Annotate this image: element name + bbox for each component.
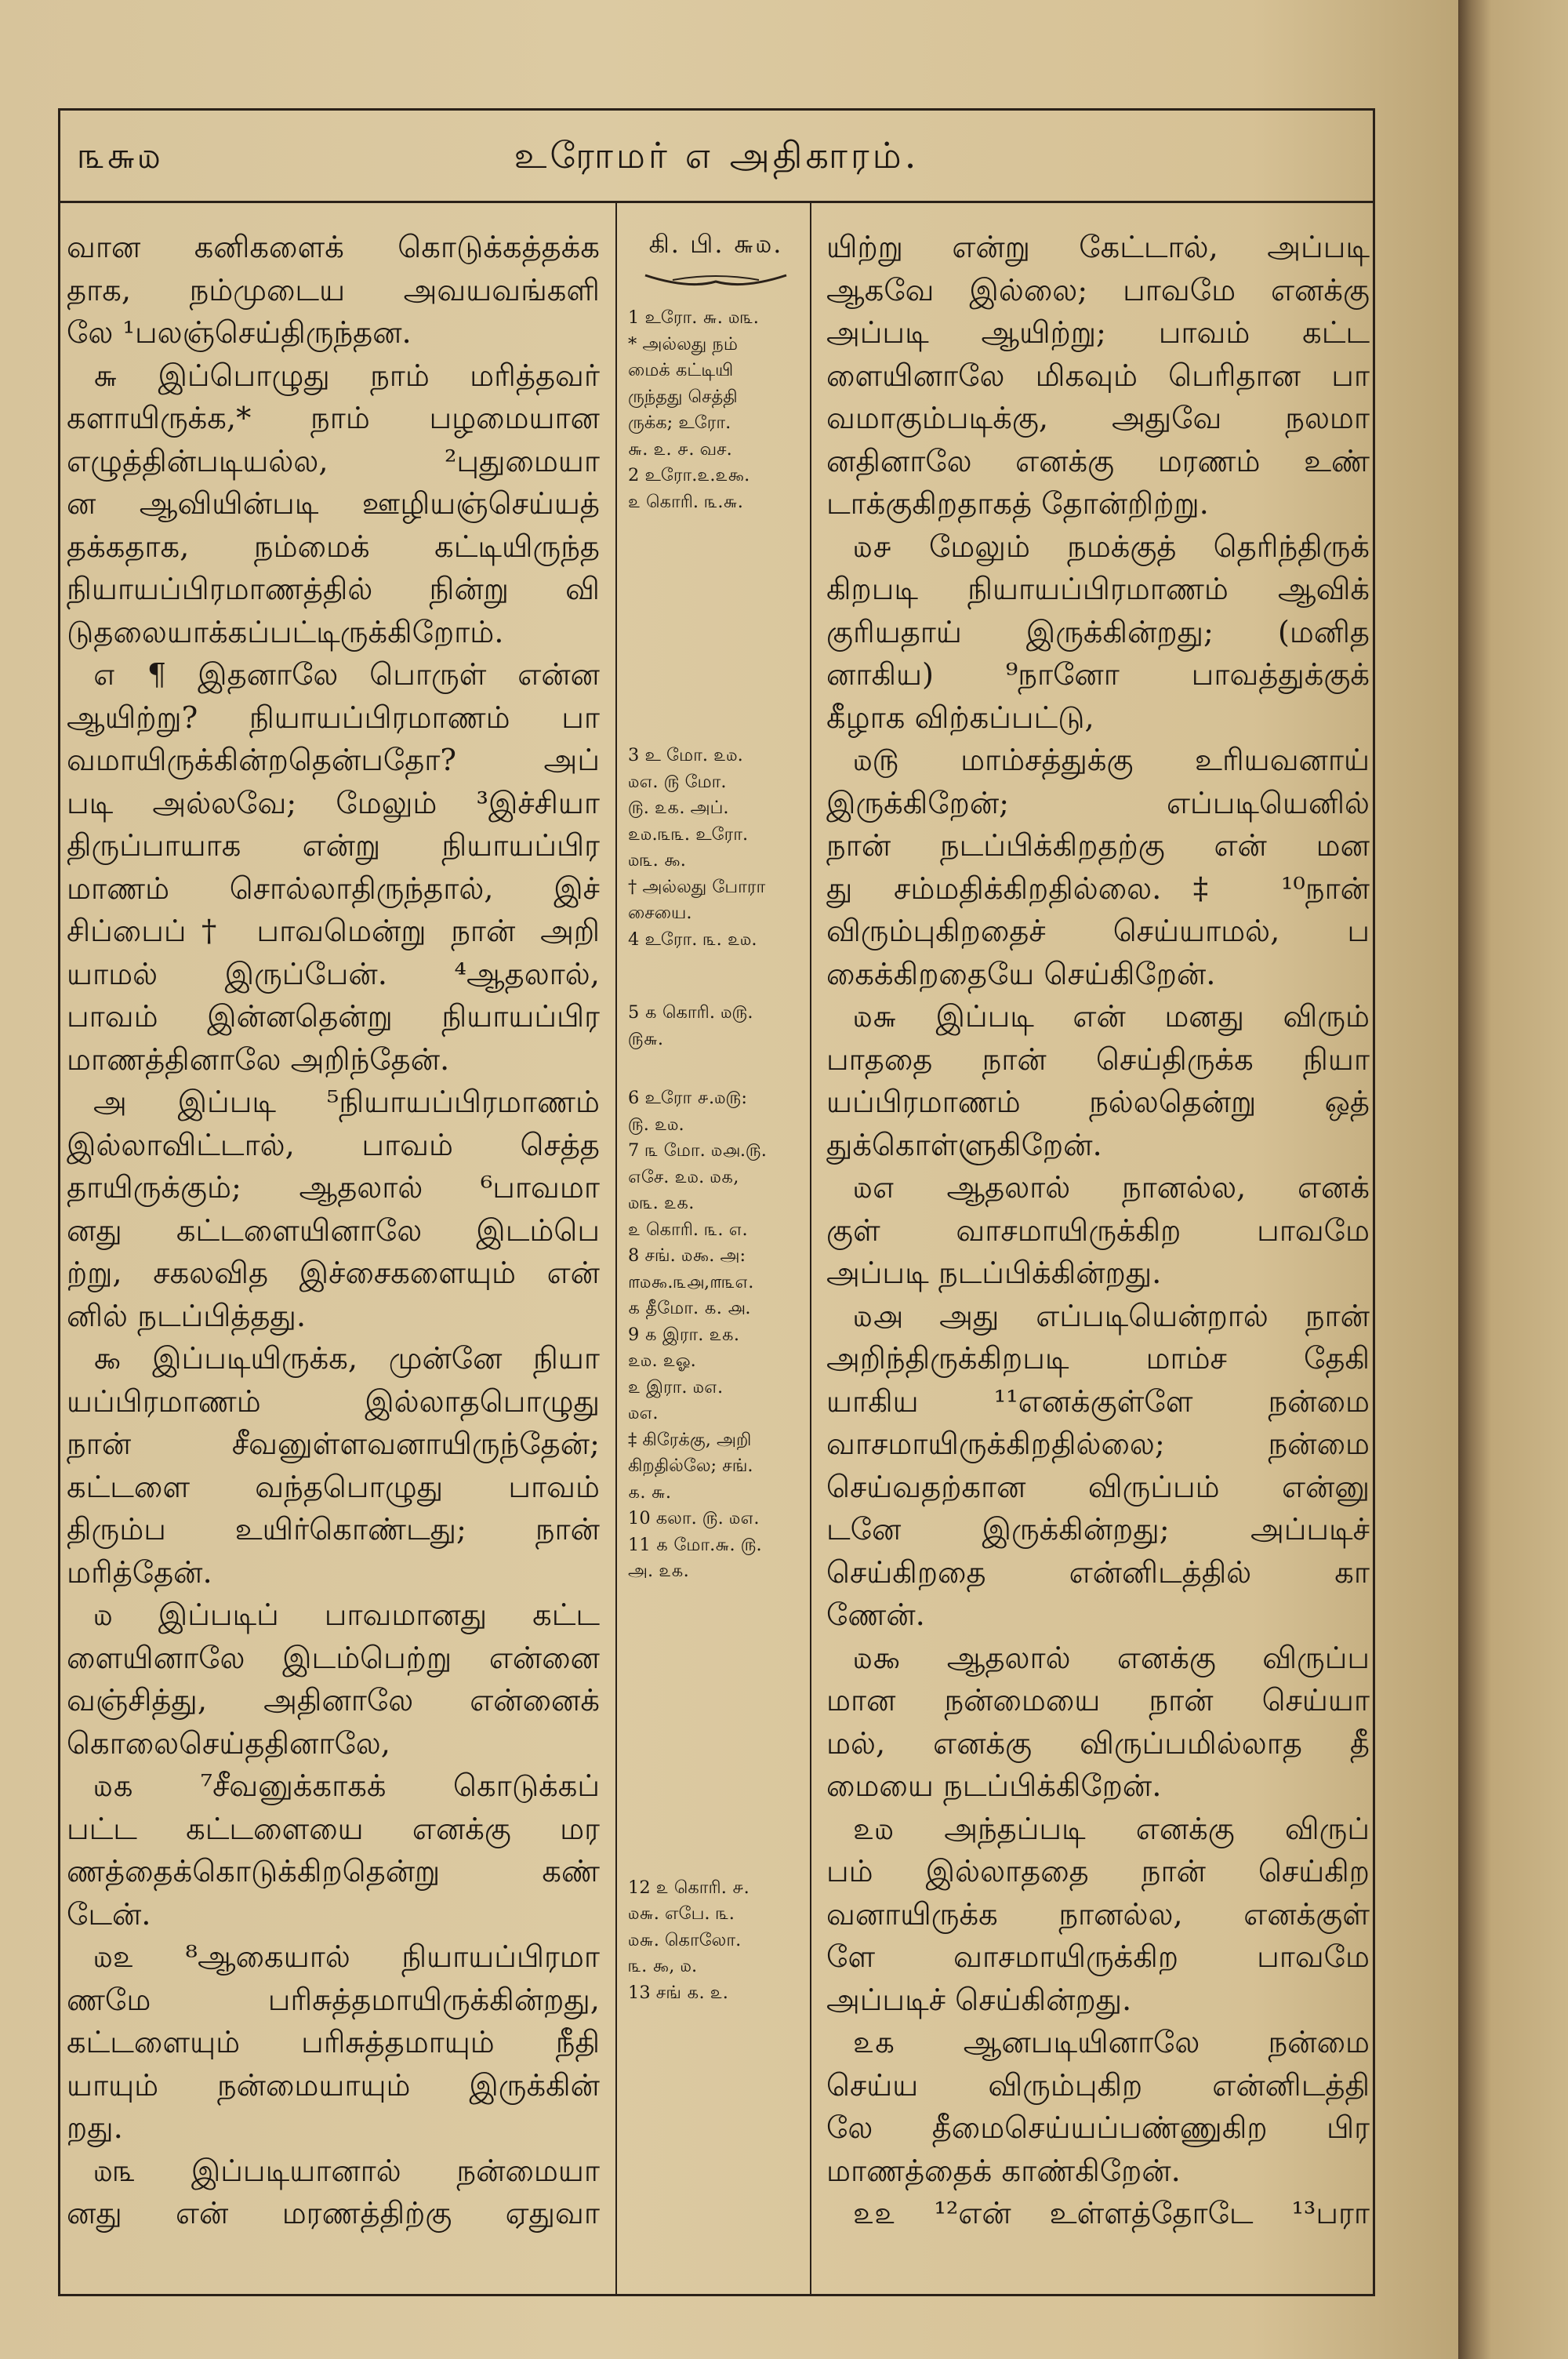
text-line: அப்படி ஆயிற்று; பாவம் கட்ட — [826, 315, 1370, 351]
column-rule-left — [615, 203, 617, 2294]
text-line: பாவம் இன்னதென்று நியாயப்பிர — [67, 999, 600, 1034]
text-line: ௭ ¶ இதனாலே பொருள் என்ன — [93, 657, 600, 692]
text-line: களாயிருக்க,* நாம் பழமையான — [67, 401, 600, 436]
text-line: சிப்பைப்† பாவமென்று நான் அறி — [67, 914, 600, 949]
text-line: அப்படி நடப்பிக்கின்றது. — [826, 1256, 1162, 1291]
cross-reference: 4 உரோ. ௩. ௨௰. — [628, 929, 757, 950]
text-line: டேன். — [67, 1896, 151, 1932]
text-line: நியாயப்பிரமாணத்தில் நின்று வி — [67, 572, 600, 607]
cross-reference: 7 ௩ மோ. ௰௮.௫. — [628, 1140, 767, 1161]
cross-reference: † அல்லது போரா — [628, 876, 766, 897]
cross-reference: 3 உ மோ. ௨௰. — [628, 745, 743, 765]
text-line: தக்கதாக, நம்மைக் கட்டியிருந்த — [67, 529, 600, 565]
text-line: ணேன். — [826, 1598, 925, 1633]
cross-reference: சையை. — [628, 903, 692, 923]
cross-reference: 1 உரோ. ௬. ௰௩. — [628, 307, 759, 328]
cross-reference: ௭சே. ௨௰. ௰௧, — [628, 1166, 739, 1187]
text-line: படி அல்லவே; மேலும் ³இச்சியா — [67, 785, 600, 821]
cross-reference: ௰௬. கொலோ. — [628, 1929, 742, 1950]
text-line: டுதலையாக்கப்பட்டிருக்கிறோம். — [67, 614, 504, 650]
text-line: கைக்கிறதையே செய்கிறேன். — [826, 956, 1216, 992]
text-line: ௰௬ இப்படி என் மனது விரும் — [853, 999, 1370, 1034]
cross-reference: ௨௰. ௨ஓ. — [628, 1350, 696, 1371]
cross-reference: ௨ இரா. ௰௭. — [628, 1376, 724, 1398]
cross-reference: ௫. ௨௰. — [628, 1114, 684, 1135]
text-line: னது கட்டளையினாலே இடம்பெ — [67, 1212, 600, 1249]
text-line: யாகிய ¹¹எனக்குள்ளே நன்மை — [826, 1383, 1370, 1419]
text-line: ௨௰ அந்தப்படி எனக்கு விருப் — [853, 1811, 1370, 1847]
text-line: மையை நடப்பிக்கிறேன். — [826, 1768, 1162, 1804]
page-frame — [58, 108, 1375, 2296]
cross-reference: ‡ கிரேக்கு, அறி — [628, 1429, 752, 1450]
text-line: ளையினாலே மிகவும் பெரிதான பா — [826, 358, 1370, 394]
cross-reference: 10 கலா. ௫. ௰௭. — [628, 1508, 760, 1528]
text-line: வமாயிருக்கின்றதென்பதோ? அப் — [67, 743, 600, 778]
cross-reference: ருந்தது செத்தி — [628, 386, 738, 407]
text-line: னதினாலே எனக்கு மரணம் உண் — [826, 443, 1370, 479]
running-header — [60, 111, 1373, 203]
text-line: இல்லாவிட்டால், பாவம் செத்த — [67, 1127, 600, 1163]
adjacent-page-text — [1482, 0, 1568, 2359]
right-text-column — [812, 227, 1377, 2236]
text-line: ௰௮ அது எப்படியென்றால் நான் — [853, 1298, 1370, 1334]
text-line: லே தீமைசெய்யப்பண்ணுகிற பிர — [826, 2110, 1370, 2146]
text-line: செய்கிறதை என்னிடத்தில் கா — [826, 1554, 1370, 1590]
cross-reference: அ. ௨௧. — [628, 1561, 689, 1581]
text-line: ௬ இப்பொழுது நாம் மரித்தவர் — [93, 358, 600, 394]
text-line: கிறபடி நியாயப்பிரமாணம் ஆவிக் — [826, 572, 1370, 607]
cross-reference: ௨ கொரி. ௩.௬. — [628, 491, 743, 512]
text-line: ௰௧ ⁷சீவனுக்காகக் கொடுக்கப் — [93, 1768, 600, 1804]
cross-reference: ௧. ௬. — [628, 1481, 672, 1503]
cross-reference: ௱௰௯.௩௮,௱௩௭. — [628, 1271, 754, 1292]
cross-reference: ௰௬. எபே. ௩. — [628, 1903, 735, 1924]
text-line: செய்ய விரும்புகிற என்னிடத்தி — [826, 2067, 1370, 2103]
text-line: வஞ்சித்து, அதினாலே என்னைக் — [67, 1683, 600, 1718]
cross-reference: * அல்லது நம் — [628, 333, 738, 354]
text-line: பாததை நான் செய்திருக்க நியா — [826, 1041, 1370, 1078]
text-line: திருப்பாயாக என்று நியாயப்பிர — [67, 828, 600, 863]
text-line: மாணம் சொல்லாதிருந்தால், இச் — [67, 871, 600, 907]
text-line: மல், எனக்கு விருப்பமில்லாத தீ — [826, 1725, 1370, 1761]
text-line: ணத்தைக்கொடுக்கிறதென்று கண் — [67, 1854, 600, 1889]
text-line: கட்டளையும் பரிசுத்தமாயும் நீதி — [67, 2025, 600, 2060]
text-line: ௰ இப்படிப் பாவமானது கட்ட — [93, 1598, 600, 1633]
text-line: நான் நடப்பிக்கிறதற்கு என் மன — [826, 828, 1370, 863]
text-line: வமாகும்படிக்கு, அதுவே நலமா — [826, 401, 1370, 436]
adjacent-page-edge — [1458, 0, 1568, 2359]
text-line: மான நன்மையை நான் செய்யா — [826, 1683, 1370, 1718]
text-line: அ இப்படி ⁵நியாயப்பிரமாணம் — [93, 1085, 600, 1120]
text-line: குள் வாசமாயிருக்கிற பாவமே — [826, 1212, 1370, 1249]
text-line: ளே வாசமாயிருக்கிற பாவமே — [826, 1939, 1370, 1975]
cross-reference: 8 சங். ௰௯. அ: — [628, 1245, 746, 1266]
text-line: து சம்மதிக்கிறதில்லை.‡ ¹⁰நான் — [826, 871, 1370, 907]
cross-reference: ௬. ௨. ௪. வச. — [628, 438, 732, 460]
cross-reference: ௰௭. ௫ மோ. — [628, 771, 727, 792]
text-line: ௰௨ ⁸ஆகையால் நியாயப்பிரமா — [93, 1939, 600, 1975]
column-rule-right — [810, 203, 811, 2294]
cross-reference: கிறதில்லே; சங். — [628, 1456, 753, 1476]
cross-reference: ருக்க; உரோ. — [628, 413, 731, 433]
text-line: னது என் மரணத்திற்கு ஏதுவா — [67, 2196, 600, 2231]
cross-reference: ௩. ௯, ௰. — [628, 1956, 698, 1976]
text-line: விரும்புகிறதைச் செய்யாமல், ப — [826, 914, 1370, 949]
text-line: இருக்கிறேன்; எப்படியெனில் — [826, 785, 1370, 821]
date-heading: கி. பி. ௬௰. — [648, 229, 783, 259]
text-line: னாகிய) ⁹நானோ பாவத்துக்குக் — [826, 657, 1370, 692]
text-line: எழுத்தின்படியல்ல, ²புதுமையா — [67, 443, 600, 479]
cross-reference: 11 ௧ மோ.௬. ௫. — [628, 1534, 762, 1555]
text-line: ௨௨ ¹²என் உள்ளத்தோடே ¹³பரா — [853, 2196, 1370, 2231]
text-line: தாயிருக்கும்; ஆதலால் ⁶பாவமா — [67, 1170, 600, 1205]
text-line: அப்படிச் செய்கின்றது. — [826, 1982, 1132, 2018]
text-line: ௰௯ ஆதலால் எனக்கு விருப்ப — [853, 1640, 1370, 1676]
text-line: ணமே பரிசுத்தமாயிருக்கின்றது, — [67, 1982, 600, 2018]
reference-group — [628, 305, 804, 515]
text-line: யிற்று என்று கேட்டால், அப்படி — [826, 230, 1370, 265]
text-line: தாக, நம்முடைய அவயவங்களி — [67, 272, 600, 308]
text-line: குரியதாய் இருக்கின்றது; (மனித — [826, 614, 1370, 650]
cross-reference: 12 ௨ கொரி. ௪. — [628, 1877, 750, 1898]
text-line: யாயும் நன்மையாயும் இருக்கின் — [67, 2067, 600, 2103]
text-line: ஆகவே இல்லை; பாவமே எனக்கு — [826, 272, 1370, 308]
text-line: யப்பிரமாணம் இல்லாதபொழுது — [67, 1383, 600, 1419]
ornament-flourish-icon — [641, 269, 790, 289]
cross-reference: ௫௬. — [628, 1028, 664, 1049]
cross-reference: ௰௩. ௯. — [628, 850, 686, 871]
text-line: அறிந்திருக்கிறபடி மாம்ச தேகி — [826, 1341, 1370, 1376]
text-line: வாசமாயிருக்கிறதில்லை; நன்மை — [826, 1427, 1370, 1462]
text-line: யப்பிரமாணம் நல்லதென்று ஒத் — [826, 1085, 1370, 1120]
text-line: ௰௭ ஆதலால் நானல்ல, எனக் — [853, 1170, 1370, 1205]
cross-reference: 6 உரோ ௪.௰௫: — [628, 1088, 747, 1108]
text-line: வனாயிருக்க நானல்ல, எனக்குள் — [826, 1896, 1370, 1932]
page-number: ௩௬௰ — [78, 134, 162, 176]
text-line: றது. — [67, 2110, 123, 2146]
text-line: கட்டளை வந்தபொழுது பாவம் — [67, 1469, 600, 1505]
text-line: மரித்தேன். — [67, 1554, 212, 1590]
cross-reference: ௧ தீமோ. ௧. ௮. — [628, 1298, 751, 1318]
text-line: மாணத்தினாலே அறிந்தேன். — [67, 1041, 450, 1078]
text-line: மாணத்தைக் காண்கிறேன். — [826, 2153, 1181, 2189]
cross-reference: ௨௰.௩௩. உரோ. — [628, 823, 749, 845]
reference-group — [628, 1085, 804, 1585]
text-line: பட்ட கட்டளையை எனக்கு மர — [67, 1811, 600, 1847]
text-line: வான கனிகளைக் கொடுக்கத்தக்க — [67, 230, 600, 265]
cross-reference: 5 ௧ கொரி. ௰௫. — [628, 1002, 753, 1023]
text-line: ளையினாலே இடம்பெற்று என்னை — [67, 1640, 600, 1676]
text-line: கொலைசெய்ததினாலே, — [67, 1725, 390, 1761]
text-line: துக்கொள்ளுகிறேன். — [826, 1127, 1102, 1163]
text-line: லே ¹பலஞ்செய்திருந்தன. — [67, 315, 412, 351]
cross-reference: ௰௭. — [628, 1403, 659, 1423]
cross-reference-column — [619, 227, 808, 2006]
text-line: திரும்ப உயிர்கொண்டது; நான் — [67, 1512, 600, 1547]
text-line: ற்று, சகலவித இச்சைகளையும் என் — [67, 1256, 600, 1291]
left-text-column — [60, 227, 615, 2236]
text-line: ௰௫ மாம்சத்துக்கு உரியவனாய் — [853, 743, 1370, 778]
text-line: ௰௪ மேலும் நமக்குத் தெரிந்திருக் — [853, 529, 1370, 565]
reference-group — [628, 1875, 804, 2007]
cross-reference: மைக் கட்டியி — [628, 360, 734, 380]
cross-reference: 9 ௧ இரா. ௨௧. — [628, 1324, 740, 1345]
text-line: யாமல் இருப்பேன். ⁴ஆதலால், — [67, 956, 600, 992]
text-line: ௰௩ இப்படியானால் நன்மையா — [93, 2153, 600, 2189]
cross-reference: ௫. ௨௧. அப். — [628, 798, 729, 818]
text-line: டாக்குகிறதாகத் தோன்றிற்று. — [826, 486, 1209, 522]
chapter-title: உரோமர் ௭ அதிகாரம். — [514, 134, 920, 176]
text-line: ௯ இப்படியிருக்க, முன்னே நியா — [93, 1341, 600, 1376]
cross-reference: ௨ கொரி. ௩. ௭. — [628, 1219, 748, 1240]
text-line: ஆயிற்று? நியாயப்பிரமாணம் பா — [67, 700, 600, 736]
cross-reference: 13 சங் ௧. ௨. — [628, 1982, 728, 2003]
reference-group — [628, 1000, 804, 1052]
text-line: னில் நடப்பித்தது. — [67, 1298, 307, 1334]
text-line: ௨௧ ஆனபடியினாலே நன்மை — [853, 2025, 1370, 2060]
cross-reference: ௰௩. ௨௧. — [628, 1193, 695, 1213]
text-line: நான் சீவனுள்ளவனாயிருந்தேன்; — [67, 1427, 600, 1462]
text-line: செய்வதற்கான விருப்பம் என்னு — [826, 1469, 1370, 1505]
text-line: பம் இல்லாததை நான் செய்கிற — [826, 1854, 1370, 1889]
cross-reference: 2 உரோ.௨.௨௯. — [628, 465, 750, 485]
text-line: கீழாக விற்கப்பட்டு, — [826, 700, 1094, 736]
reference-group — [628, 743, 804, 953]
text-line: ன ஆவியின்படி ஊழியஞ்செய்யத் — [67, 486, 600, 522]
text-line: டனே இருக்கின்றது; அப்படிச் — [826, 1512, 1370, 1547]
